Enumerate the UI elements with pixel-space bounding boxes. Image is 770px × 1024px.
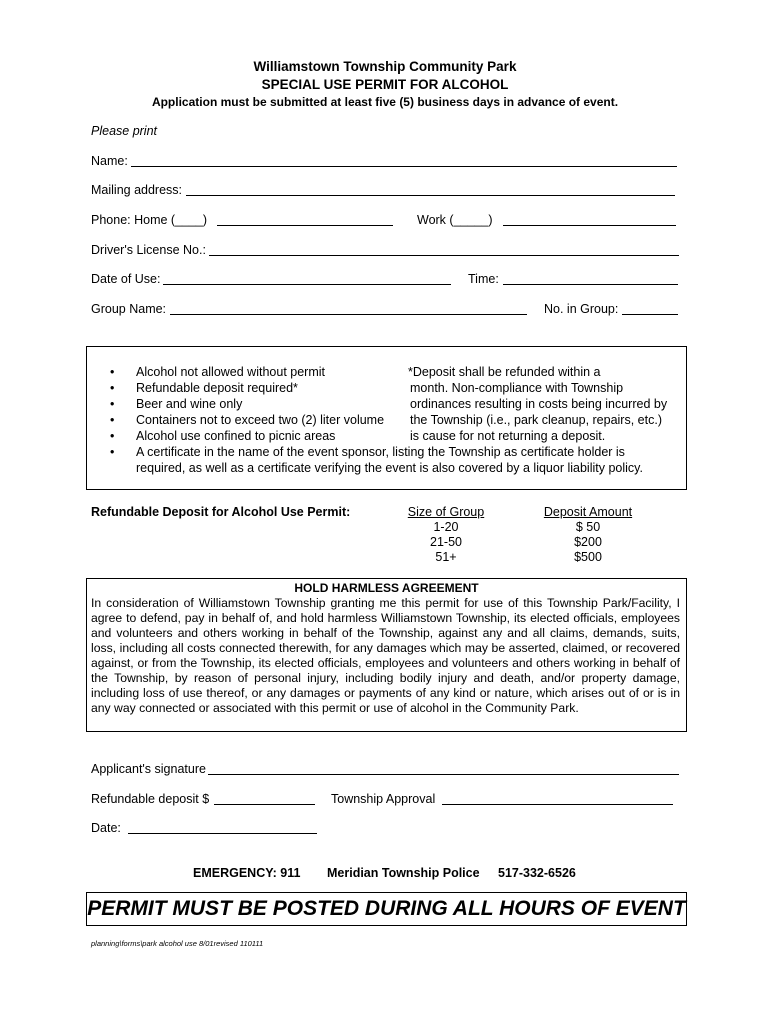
- mailing-address-label: Mailing address:: [91, 183, 183, 197]
- please-print-label: Please print: [91, 124, 158, 138]
- police-phone: 517-332-6526: [498, 866, 576, 880]
- deposit-note-line: is cause for not returning a deposit.: [410, 429, 606, 443]
- table-cell: 1-20: [433, 520, 459, 534]
- form-title: Williamstown Township Community Park: [253, 59, 517, 74]
- group-name-label: Group Name:: [91, 302, 167, 316]
- date-label: Date:: [91, 821, 121, 835]
- date-of-use-label: Date of Use:: [91, 272, 161, 286]
- date-of-use-field[interactable]: [163, 284, 451, 285]
- table-cell: 21-50: [430, 535, 462, 549]
- file-path-footer: planning\forms\park alcohol use 8/01revised 110111: [91, 939, 264, 948]
- time-field[interactable]: [503, 284, 678, 285]
- date-field[interactable]: [128, 833, 317, 834]
- list-item: • A certificate in the name of the event sponsor, listing the Township as certificate holder is: [110, 445, 625, 459]
- refundable-deposit-field[interactable]: [214, 804, 315, 805]
- form-subtitle: SPECIAL USE PERMIT FOR ALCOHOL: [261, 77, 509, 92]
- emergency-label: EMERGENCY: 911: [193, 866, 301, 880]
- phone-home-label: Phone: Home (____): [91, 213, 208, 227]
- police-label: Meridian Township Police: [327, 866, 480, 880]
- phone-work-label: Work (_____): [417, 213, 493, 227]
- township-approval-label: Township Approval: [331, 792, 436, 806]
- deposit-note-line: month. Non-compliance with Township: [410, 381, 624, 395]
- applicant-signature-field[interactable]: [208, 774, 679, 775]
- township-approval-field[interactable]: [442, 804, 673, 805]
- list-item-continuation: required, as well as a certificate verifying the event is also covered by a liquor liability policy.: [136, 461, 643, 475]
- hold-harmless-box: [86, 578, 687, 732]
- table-cell: $ 50: [575, 520, 601, 534]
- applicant-signature-label: Applicant's signature: [91, 762, 206, 776]
- deposit-note: [408, 364, 667, 444]
- list-item: • Alcohol not allowed without permit: [110, 365, 325, 379]
- posting-banner: PERMIT MUST BE POSTED DURING ALL HOURS OF EVENT: [86, 892, 687, 926]
- agreement-body: In consideration of Williamstown Township granting me this permit for use of this Township Park/Facility, I agree to defend, pay in behalf of, and hold harmless Williamstown Township, its elected officials, employees and volunteers and others working in behalf of the Township, against any and all claims, demands, suits, loss, including all costs connected therewith, for any damages which may be asserted, claimed, or recovered against, or from the Township, its elected officials, employees and volunteers and others working in behalf of the Township, by reason of personal injury, including bodily injury and death, and/or property damage, including loss of use thereof, or any damages or payments of any kind or nature, which arises out of or is in any way connected or associated with this permit or use of alcohol in the Community Park.: [91, 596, 680, 715]
- no-in-group-field[interactable]: [622, 314, 678, 315]
- time-label: Time:: [468, 272, 499, 286]
- list-item: • Containers not to exceed two (2) liter volume: [110, 413, 385, 427]
- deposit-note-line: the Township (i.e., park cleanup, repairs, etc.): [410, 413, 662, 427]
- table-cell: $200: [574, 535, 602, 549]
- drivers-license-label: Driver's License No.:: [91, 243, 206, 257]
- submission-notice: Application must be submitted at least five (5) business days in advance of event.: [151, 95, 619, 109]
- no-in-group-label: No. in Group:: [544, 302, 619, 316]
- name-label: Name:: [91, 154, 128, 168]
- deposit-note-line: ordinances resulting in costs being incurred by: [410, 397, 668, 411]
- deposit-note-line: *Deposit shall be refunded within a: [408, 365, 601, 379]
- phone-home-field[interactable]: [217, 225, 393, 226]
- list-item: • Alcohol use confined to picnic areas: [110, 429, 336, 443]
- name-field[interactable]: [131, 166, 677, 167]
- table-cell: 51+: [435, 550, 457, 564]
- mailing-address-field[interactable]: [186, 195, 675, 196]
- agreement-title: HOLD HARMLESS AGREEMENT: [294, 581, 479, 595]
- phone-work-field[interactable]: [503, 225, 676, 226]
- table-cell: $500: [574, 550, 602, 564]
- list-item: • Beer and wine only: [110, 397, 243, 411]
- group-name-field[interactable]: [170, 314, 527, 315]
- refundable-deposit-label: Refundable deposit $: [91, 792, 210, 806]
- deposit-amount-column: [537, 505, 639, 565]
- deposit-amount-header: Deposit Amount: [543, 505, 633, 519]
- size-of-group-column: [400, 505, 492, 565]
- list-item: • Refundable deposit required*: [110, 381, 298, 395]
- size-of-group-header: Size of Group: [407, 505, 485, 519]
- deposit-label: Refundable Deposit for Alcohol Use Permit:: [91, 505, 351, 519]
- drivers-license-field[interactable]: [209, 255, 679, 256]
